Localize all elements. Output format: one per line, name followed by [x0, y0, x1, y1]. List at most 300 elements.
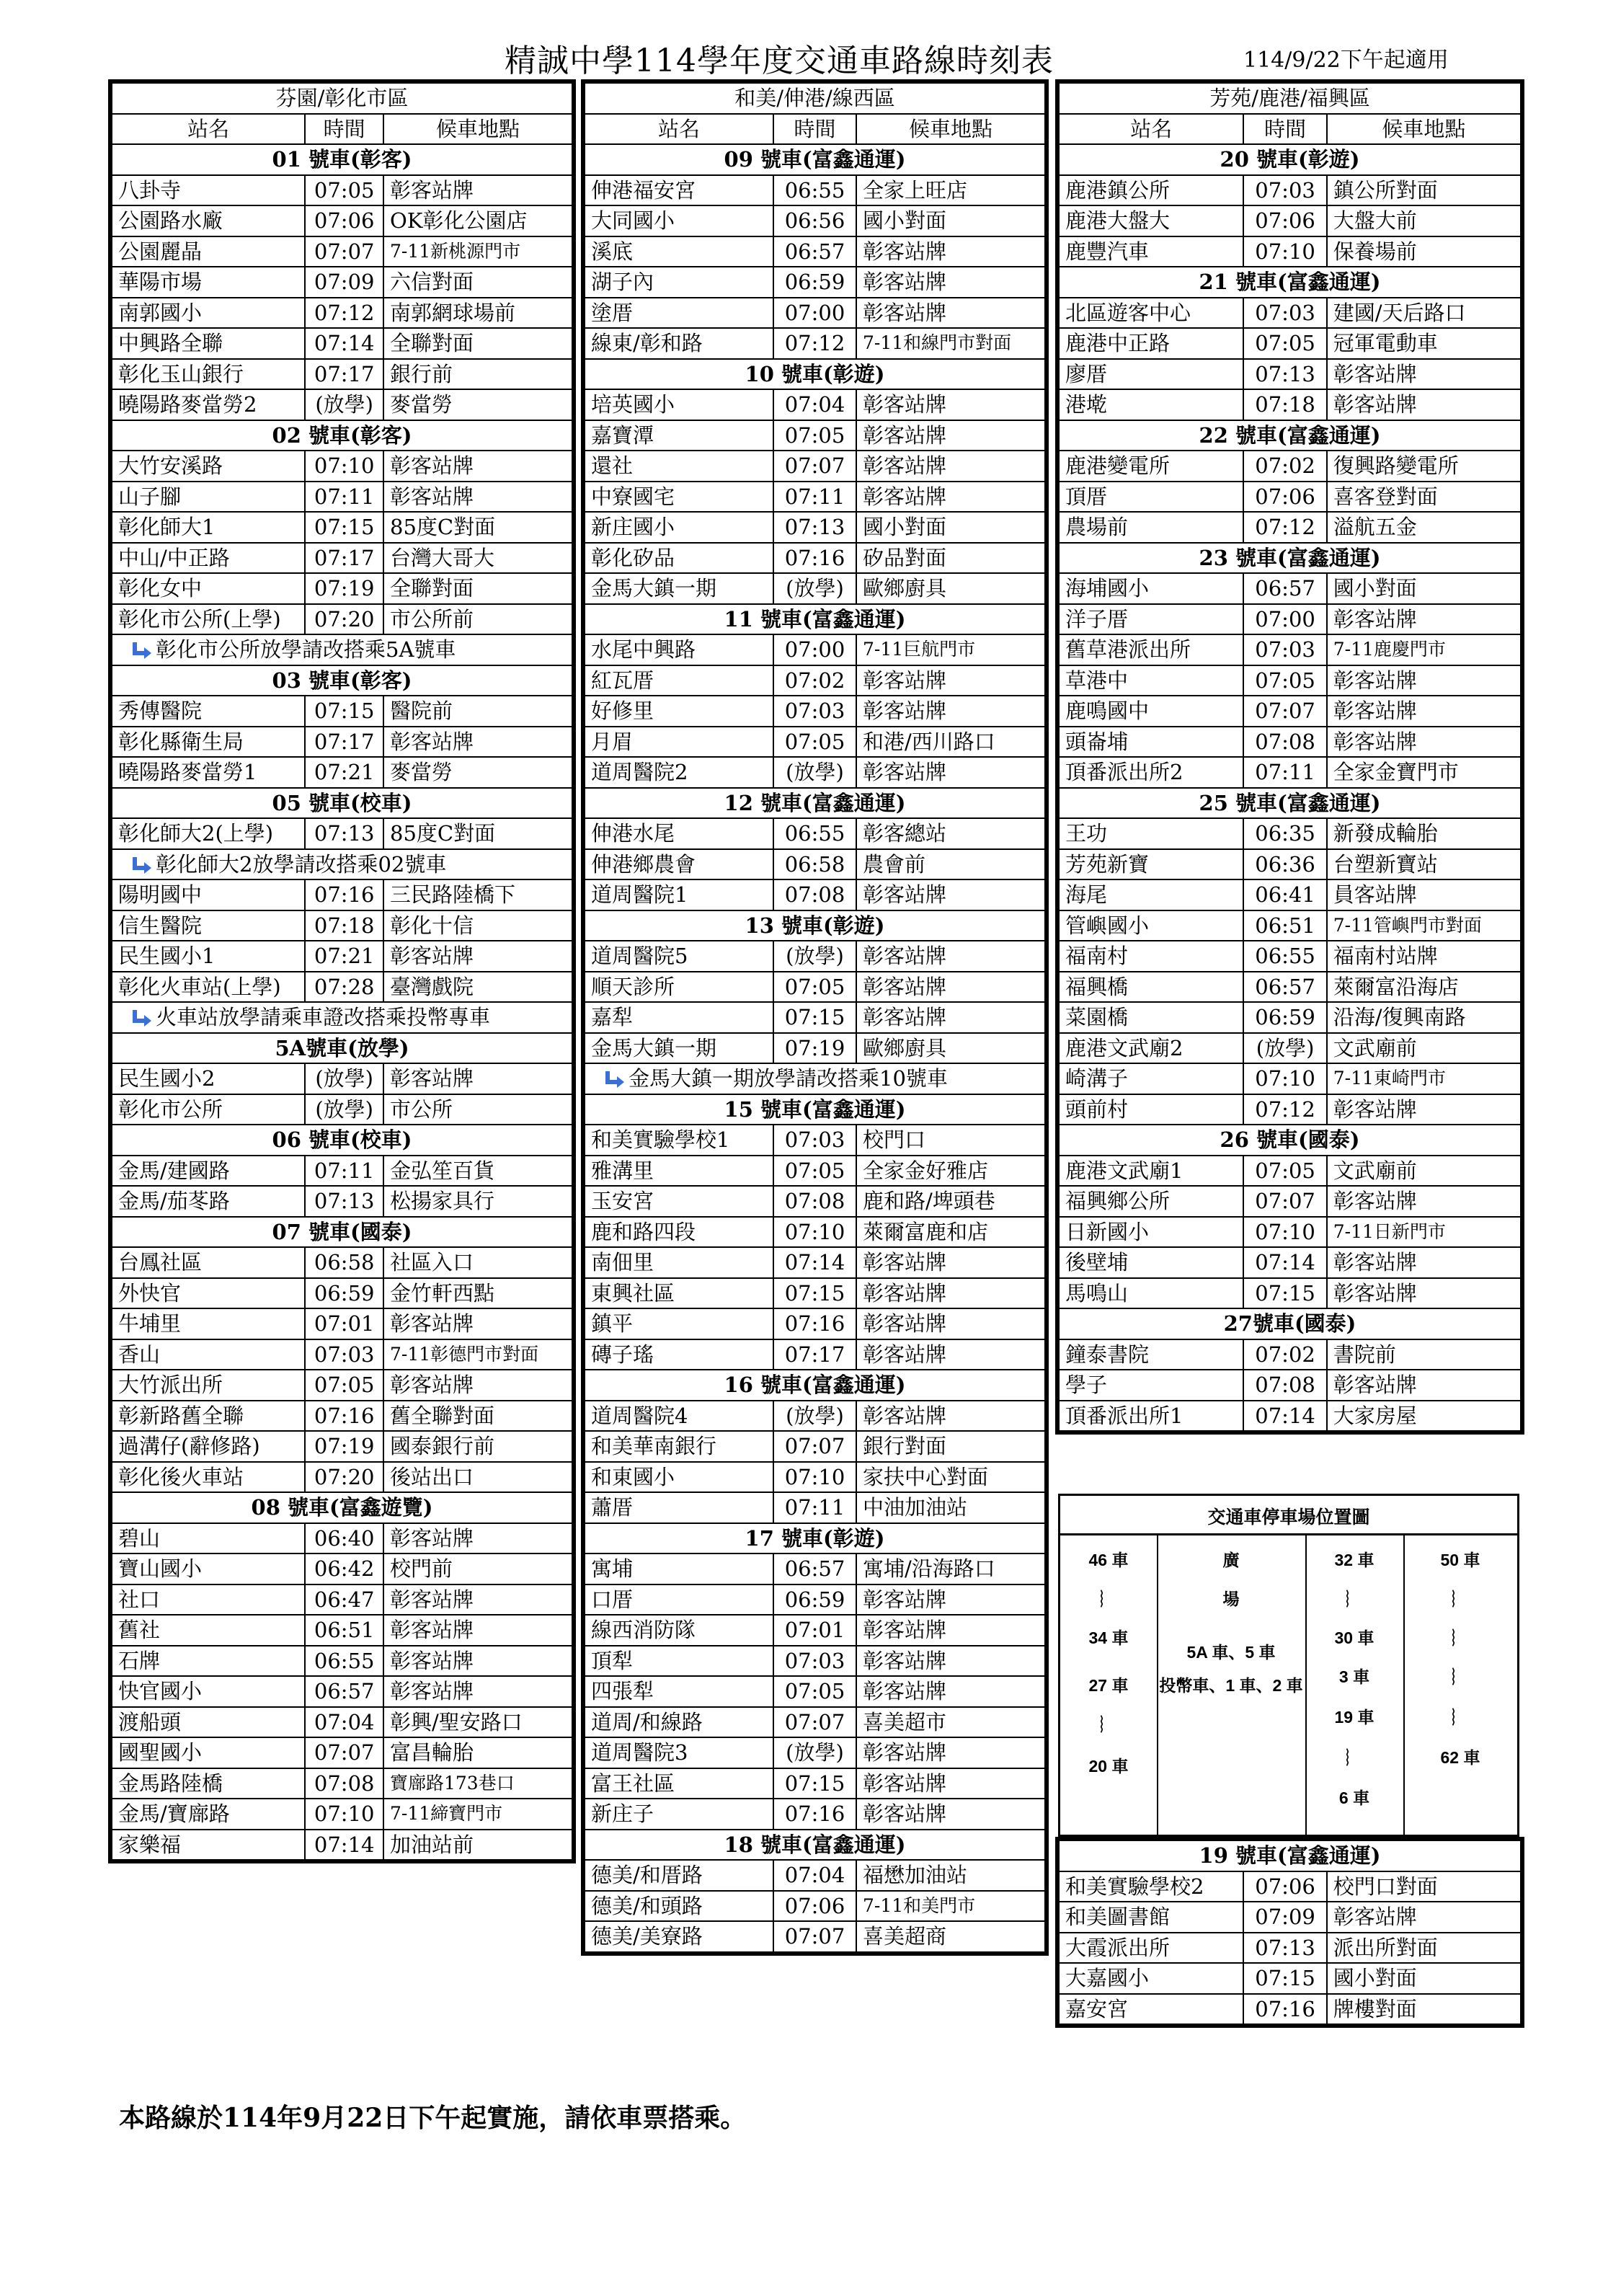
- stop-time: 07:21: [305, 757, 383, 788]
- stop-time: 07:15: [773, 1768, 856, 1799]
- stop-time: 07:28: [305, 972, 383, 1003]
- stop-time: 07:06: [773, 1891, 856, 1922]
- stop-row: [112, 1707, 572, 1738]
- stop-place: 復興路變電所: [1327, 451, 1521, 482]
- route-title: 06 號車(校車): [112, 1125, 572, 1156]
- stop-time: 07:05: [773, 1156, 856, 1187]
- stop-time: 07:16: [305, 1401, 383, 1432]
- stop-name: 培英國小: [585, 389, 773, 420]
- route-header: [1059, 144, 1521, 175]
- stop-place: 和港/西川路口: [856, 727, 1045, 758]
- stop-row: [112, 236, 572, 267]
- stop-name: 過溝仔(辭修路): [112, 1431, 305, 1462]
- stop-row: [585, 543, 1045, 574]
- parking-map: [1058, 1494, 1519, 1837]
- parking-map-title: 交通車停車場位置圖: [1207, 1507, 1370, 1528]
- stop-row: [1059, 1994, 1521, 2025]
- stop-row: [1059, 573, 1521, 604]
- stop-place: 彰客站牌: [1327, 1370, 1521, 1401]
- stop-name: 渡船頭: [112, 1707, 305, 1738]
- stop-name: 石牌: [112, 1646, 305, 1677]
- stop-name: 南佃里: [585, 1247, 773, 1278]
- stop-name: 民生國小2: [112, 1063, 305, 1094]
- stop-time: (放學): [773, 1737, 856, 1768]
- table-route-19: [1058, 1840, 1522, 2025]
- stop-row: [1059, 1339, 1521, 1370]
- stop-name: 好修里: [585, 696, 773, 727]
- stop-row: [585, 175, 1045, 206]
- stop-time: (放學): [305, 1094, 383, 1125]
- stop-name: 和美實驗學校1: [585, 1125, 773, 1156]
- stop-row: [1059, 359, 1521, 390]
- stop-row: [1059, 389, 1521, 420]
- parking-label: ︴: [1452, 1708, 1469, 1727]
- stop-place: 彰客站牌: [856, 1799, 1045, 1830]
- stop-row: [1059, 1063, 1521, 1094]
- stop-place: 彰客站牌: [856, 1401, 1045, 1432]
- stop-place: 彰客站牌: [856, 1676, 1045, 1707]
- route-header: [1059, 420, 1521, 451]
- stop-name: 農場前: [1059, 512, 1243, 543]
- stop-place: 保養場前: [1327, 236, 1521, 267]
- route-title: 16 號車(富鑫通運): [585, 1370, 1045, 1401]
- stop-place: 台塑新寶站: [1327, 849, 1521, 880]
- parking-label: ︴: [1346, 1590, 1363, 1608]
- stop-row: [1059, 205, 1521, 236]
- stop-time: 07:07: [305, 236, 383, 267]
- stop-name: 彰化女中: [112, 573, 305, 604]
- transfer-note-cell: [112, 634, 572, 665]
- stop-time: 07:15: [1243, 1963, 1326, 1994]
- route-title: 17 號車(彰遊): [585, 1523, 1045, 1554]
- stop-name: 管嶼國小: [1059, 910, 1243, 941]
- stop-row: [112, 910, 572, 941]
- stop-place: 彰客站牌: [856, 1278, 1045, 1309]
- stop-name: 山子腳: [112, 482, 305, 513]
- transfer-note-cell: [585, 1063, 1045, 1094]
- stop-time: 07:03: [773, 1646, 856, 1677]
- stop-name: 伸港鄉農會: [585, 849, 773, 880]
- stop-row: [585, 1646, 1045, 1677]
- stop-place: 彰客站牌: [383, 482, 572, 513]
- stop-row: [112, 941, 572, 972]
- stop-name: 民生國小1: [112, 941, 305, 972]
- column-headers: [585, 114, 1045, 145]
- stop-place: 文武廟前: [1327, 1033, 1521, 1064]
- stop-name: 口厝: [585, 1584, 773, 1615]
- route-header: [1059, 543, 1521, 574]
- stop-name: 大竹派出所: [112, 1370, 305, 1401]
- stop-time: (放學): [305, 1063, 383, 1094]
- stop-name: 鹿港鎮公所: [1059, 175, 1243, 206]
- route-header: [585, 788, 1045, 819]
- stop-row: [112, 543, 572, 574]
- stop-row: [1059, 910, 1521, 941]
- route-title: 10 號車(彰遊): [585, 359, 1045, 390]
- stop-row: [1059, 727, 1521, 758]
- stop-name: 伸港福安宮: [585, 175, 773, 206]
- stop-row: [585, 665, 1045, 696]
- stop-name: 彰化師大1: [112, 512, 305, 543]
- stop-place: 新發成輪胎: [1327, 818, 1521, 849]
- stop-place: 彰客站牌: [383, 1676, 572, 1707]
- stop-row: [1059, 1094, 1521, 1125]
- stop-place: 彰客站牌: [856, 1737, 1045, 1768]
- stop-place: 歐鄉廚具: [856, 573, 1045, 604]
- stop-row: [112, 1676, 572, 1707]
- stop-name: 鹿豐汽車: [1059, 236, 1243, 267]
- route-header: [585, 144, 1045, 175]
- stop-place: 彰客站牌: [383, 175, 572, 206]
- stop-place: 彰客站牌: [856, 941, 1045, 972]
- stop-time: 07:16: [773, 1799, 856, 1830]
- route-title: 18 號車(富鑫通運): [585, 1830, 1045, 1861]
- stop-row: [1059, 1217, 1521, 1248]
- stop-time: 06:55: [305, 1646, 383, 1677]
- route-title: 11 號車(富鑫通運): [585, 604, 1045, 635]
- stop-time: 06:55: [1243, 941, 1326, 972]
- stop-name: 彰化火車站(上學): [112, 972, 305, 1003]
- parking-label: 50 車: [1440, 1551, 1480, 1569]
- column-changhua: [108, 79, 576, 1863]
- stop-place: 彰客站牌: [856, 1002, 1045, 1033]
- stop-row: [112, 1615, 572, 1646]
- route-title: 13 號車(彰遊): [585, 910, 1045, 941]
- stop-name: 湖子內: [585, 267, 773, 298]
- stop-time: 07:13: [305, 1186, 383, 1217]
- column-route-19: [1055, 1837, 1524, 2028]
- stop-place: 全家金寶門市: [1327, 757, 1521, 788]
- header-time: 時間: [773, 114, 856, 145]
- stop-name: 中寮國宅: [585, 482, 773, 513]
- stop-name: 嘉安宮: [1059, 1994, 1243, 2025]
- stop-name: 中興路全聯: [112, 328, 305, 359]
- stop-place: 國小對面: [1327, 1963, 1521, 1994]
- stop-name: 金馬大鎮一期: [585, 573, 773, 604]
- transfer-note-text: 金馬大鎮一期放學請改搭乘10號車: [629, 1066, 948, 1091]
- parking-label: ︴: [1100, 1590, 1117, 1608]
- stop-place: 彰客站牌: [856, 298, 1045, 329]
- stop-place: 彰客站牌: [856, 389, 1045, 420]
- stop-place: 國泰銀行前: [383, 1431, 572, 1462]
- stop-time: 06:59: [305, 1278, 383, 1309]
- stop-time: 07:00: [773, 634, 856, 665]
- stop-time: 06:57: [1243, 972, 1326, 1003]
- parking-label: 32 車: [1334, 1551, 1374, 1569]
- stop-time: 07:16: [773, 1308, 856, 1339]
- stop-name: 嘉犁: [585, 1002, 773, 1033]
- stop-time: 07:16: [305, 879, 383, 910]
- stop-row: [585, 696, 1045, 727]
- stop-place: 彰客站牌: [1327, 696, 1521, 727]
- stop-row: [585, 1615, 1045, 1646]
- stop-row: [585, 1768, 1045, 1799]
- stop-place: 福懋加油站: [856, 1860, 1045, 1891]
- stop-row: [112, 1401, 572, 1432]
- stop-row: [112, 482, 572, 513]
- stop-time: 07:11: [773, 1492, 856, 1523]
- header-time: 時間: [305, 114, 383, 145]
- route-title: 5A號車(放學): [112, 1033, 572, 1064]
- stop-time: 07:03: [1243, 298, 1326, 329]
- stop-time: 06:59: [773, 1584, 856, 1615]
- stop-name: 秀傳醫院: [112, 696, 305, 727]
- route-title: 02 號車(彰客): [112, 420, 572, 451]
- stop-place: 六信對面: [383, 267, 572, 298]
- footer-note: 本路線於114年9月22日下午起實施，請依車票搭乘。: [119, 2103, 747, 2133]
- stop-name: 東興社區: [585, 1278, 773, 1309]
- turn-arrow-icon: [130, 642, 151, 658]
- stop-time: 07:13: [1243, 359, 1326, 390]
- stop-name: 港墘: [1059, 389, 1243, 420]
- transfer-note-cell: [112, 849, 572, 880]
- stop-name: 海尾: [1059, 879, 1243, 910]
- stop-time: 07:08: [1243, 1370, 1326, 1401]
- stop-time: 07:01: [773, 1615, 856, 1646]
- stop-name: 福興橋: [1059, 972, 1243, 1003]
- stop-place: 農會前: [856, 849, 1045, 880]
- stop-row: [112, 1646, 572, 1677]
- transfer-note: [112, 849, 572, 880]
- stop-place: 7-11鹿慶門市: [1327, 634, 1521, 665]
- stop-place: 彰客站牌: [856, 1247, 1045, 1278]
- stop-place: 彰客總站: [856, 818, 1045, 849]
- stop-place: 三民路陸橋下: [383, 879, 572, 910]
- stop-row: [1059, 1247, 1521, 1278]
- stop-place: 松揚家具行: [383, 1186, 572, 1217]
- stop-place: 彰客站牌: [383, 727, 572, 758]
- stop-name: 鹿鳴國中: [1059, 696, 1243, 727]
- stop-name: 崎溝子: [1059, 1063, 1243, 1094]
- stop-name: 和美實驗學校2: [1059, 1871, 1243, 1902]
- stop-row: [585, 1339, 1045, 1370]
- stop-place: 彰客站牌: [383, 1523, 572, 1554]
- stop-time: 07:16: [1243, 1994, 1326, 2025]
- stop-row: [1059, 1401, 1521, 1432]
- stop-time: 07:07: [773, 1707, 856, 1738]
- turn-arrow-icon: [130, 857, 151, 873]
- transfer-note: [112, 1002, 572, 1033]
- stop-time: 06:59: [1243, 1002, 1326, 1033]
- stop-name: 國聖國小: [112, 1737, 305, 1768]
- stop-name: 日新國小: [1059, 1217, 1243, 1248]
- stop-time: 07:06: [1243, 1871, 1326, 1902]
- stop-place: 彰客站牌: [1327, 1186, 1521, 1217]
- stop-time: 06:58: [305, 1247, 383, 1278]
- stop-place: 歐鄉廚具: [856, 1033, 1045, 1064]
- stop-place: 彰興/聖安路口: [383, 1707, 572, 1738]
- stop-place: 家扶中心對面: [856, 1462, 1045, 1493]
- stop-time: 07:01: [305, 1308, 383, 1339]
- stop-time: 06:57: [773, 1553, 856, 1584]
- stop-row: [112, 1370, 572, 1401]
- stop-place: 牌樓對面: [1327, 1994, 1521, 2025]
- route-header: [585, 1094, 1045, 1125]
- stop-time: 07:07: [305, 1737, 383, 1768]
- stop-row: [585, 236, 1045, 267]
- stop-time: 06:56: [773, 205, 856, 236]
- stop-name: 線西消防隊: [585, 1615, 773, 1646]
- route-header: [112, 1492, 572, 1523]
- stop-row: [112, 1584, 572, 1615]
- stop-row: [585, 1278, 1045, 1309]
- parking-label: 場: [1222, 1590, 1240, 1608]
- region-header: [585, 83, 1045, 114]
- route-title: 09 號車(富鑫通運): [585, 144, 1045, 175]
- stop-name: 彰新路舊全聯: [112, 1401, 305, 1432]
- stop-place: 彰客站牌: [383, 1063, 572, 1094]
- stop-place: 溢航五金: [1327, 512, 1521, 543]
- parking-label: 20 車: [1088, 1757, 1129, 1776]
- stop-time: 07:03: [305, 1339, 383, 1370]
- stop-time: 07:00: [773, 298, 856, 329]
- stop-place: 國小對面: [856, 205, 1045, 236]
- header-station: 站名: [112, 114, 305, 145]
- stop-place: 書院前: [1327, 1339, 1521, 1370]
- stop-name: 公園路水廠: [112, 205, 305, 236]
- stop-name: 公園麗晶: [112, 236, 305, 267]
- transfer-note-text: 彰化師大2放學請改搭乘02號車: [156, 851, 447, 877]
- stop-place: 彰客站牌: [856, 1768, 1045, 1799]
- stop-row: [1059, 1033, 1521, 1064]
- stop-place: 全聯對面: [383, 328, 572, 359]
- stop-name: 香山: [112, 1339, 305, 1370]
- stop-name: 富王社區: [585, 1768, 773, 1799]
- stop-time: 07:15: [305, 512, 383, 543]
- stop-name: 福興鄉公所: [1059, 1186, 1243, 1217]
- stop-time: 06:40: [305, 1523, 383, 1554]
- stop-name: 溪底: [585, 236, 773, 267]
- stop-name: 頭崙埔: [1059, 727, 1243, 758]
- stop-place: 7-11締寶門市: [383, 1799, 572, 1830]
- stop-time: 07:13: [1243, 1933, 1326, 1964]
- stop-time: 07:14: [1243, 1247, 1326, 1278]
- stop-row: [112, 1799, 572, 1830]
- route-header: [585, 1370, 1045, 1401]
- stop-row: [112, 1278, 572, 1309]
- stop-name: 寓埔: [585, 1553, 773, 1584]
- stop-time: 06:57: [773, 236, 856, 267]
- stop-place: 麥當勞: [383, 389, 572, 420]
- stop-place: 彰客站牌: [856, 267, 1045, 298]
- stop-row: [112, 389, 572, 420]
- stop-time: 07:15: [1243, 1278, 1326, 1309]
- stop-row: [585, 1002, 1045, 1033]
- route-title: 20 號車(彰遊): [1059, 144, 1521, 175]
- stop-row: [112, 1308, 572, 1339]
- turn-arrow-icon: [603, 1071, 624, 1087]
- stop-time: 07:18: [1243, 389, 1326, 420]
- stop-row: [112, 1830, 572, 1861]
- stop-name: 和東國小: [585, 1462, 773, 1493]
- stop-place: 彰客站牌: [1327, 1278, 1521, 1309]
- stop-time: 07:10: [305, 451, 383, 482]
- route-header: [1059, 1840, 1521, 1871]
- stop-row: [585, 1462, 1045, 1493]
- stop-time: 07:05: [773, 420, 856, 451]
- stop-place: 校門前: [383, 1553, 572, 1584]
- stop-place: 萊爾富沿海店: [1327, 972, 1521, 1003]
- stop-place: 金弘笙百貨: [383, 1156, 572, 1187]
- stop-name: 頂厝: [1059, 482, 1243, 513]
- route-title: 27號車(國泰): [1059, 1308, 1521, 1339]
- stop-time: 07:16: [773, 543, 856, 574]
- stop-name: 德美/和厝路: [585, 1860, 773, 1891]
- header-time: 時間: [1243, 114, 1326, 145]
- route-title: 01 號車(彰客): [112, 144, 572, 175]
- stop-name: 道周/和線路: [585, 1707, 773, 1738]
- stop-time: 07:15: [773, 1002, 856, 1033]
- stop-name: 四張犁: [585, 1676, 773, 1707]
- stop-time: 07:06: [305, 205, 383, 236]
- stop-time: (放學): [305, 389, 383, 420]
- stop-time: 07:14: [305, 1830, 383, 1861]
- stop-place: 彰客站牌: [383, 451, 572, 482]
- stop-place: 國小對面: [856, 512, 1045, 543]
- stop-place: 7-11彰德門市對面: [383, 1339, 572, 1370]
- stop-row: [585, 1676, 1045, 1707]
- stop-time: 07:02: [1243, 451, 1326, 482]
- route-header: [585, 604, 1045, 635]
- column-fangyuan: [1055, 79, 1524, 1435]
- stop-row: [585, 879, 1045, 910]
- stop-name: 德美/和頭路: [585, 1891, 773, 1922]
- stop-place: 派出所對面: [1327, 1933, 1521, 1964]
- stop-row: [112, 1737, 572, 1768]
- stop-place: 員客站牌: [1327, 879, 1521, 910]
- route-title: 23 號車(富鑫通運): [1059, 543, 1521, 574]
- stop-time: 07:07: [773, 1921, 856, 1952]
- stop-place: 85度C對面: [383, 512, 572, 543]
- stop-time: 06:57: [1243, 573, 1326, 604]
- transfer-note: [585, 1063, 1045, 1094]
- stop-name: 頂番派出所1: [1059, 1401, 1243, 1432]
- stop-row: [112, 1063, 572, 1094]
- stop-time: 07:03: [773, 696, 856, 727]
- route-header: [112, 144, 572, 175]
- stop-name: 金馬/茄苳路: [112, 1186, 305, 1217]
- route-title: 19 號車(富鑫通運): [1059, 1840, 1521, 1871]
- stop-place: 彰客站牌: [383, 1646, 572, 1677]
- stop-name: 鐘泰書院: [1059, 1339, 1243, 1370]
- table-hemei: [584, 82, 1046, 1953]
- stop-name: 大竹安溪路: [112, 451, 305, 482]
- stop-name: 芳苑新寶: [1059, 849, 1243, 880]
- stop-place: 彰客站牌: [856, 972, 1045, 1003]
- stop-name: 鹿港大盤大: [1059, 205, 1243, 236]
- stop-time: 07:06: [1243, 205, 1326, 236]
- stop-name: 鎮平: [585, 1308, 773, 1339]
- stop-place: 市公所: [383, 1094, 572, 1125]
- stop-time: 06:58: [773, 849, 856, 880]
- stop-place: 彰化十信: [383, 910, 572, 941]
- stop-time: 07:03: [1243, 634, 1326, 665]
- stop-name: 道周醫院4: [585, 1401, 773, 1432]
- stop-row: [1059, 818, 1521, 849]
- stop-place: 舊全聯對面: [383, 1401, 572, 1432]
- stop-place: 彰客站牌: [1327, 727, 1521, 758]
- stop-time: 07:18: [305, 910, 383, 941]
- transfer-note-text: 火車站放學請乘車證改搭乘投幣專車: [156, 1005, 491, 1030]
- stop-name: 曉陽路麥當勞1: [112, 757, 305, 788]
- stop-name: 家樂福: [112, 1830, 305, 1861]
- stop-name: 月眉: [585, 727, 773, 758]
- stop-time: 06:51: [305, 1615, 383, 1646]
- stop-time: 07:05: [773, 1676, 856, 1707]
- stop-row: [585, 818, 1045, 849]
- header-place: 候車地點: [856, 114, 1045, 145]
- stop-row: [585, 267, 1045, 298]
